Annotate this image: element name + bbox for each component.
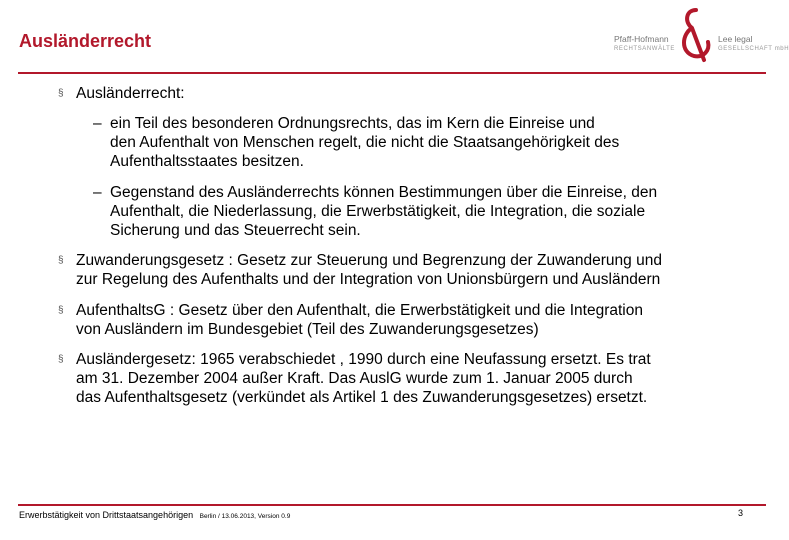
text-line: ein Teil des besonderen Ordnungsrechts, das im Kern die Einreise und [110, 115, 595, 132]
page-title: Ausländerrecht [19, 31, 152, 51]
logo-left-subtitle: RECHTSANWÄLTE [614, 46, 676, 52]
bullet-text: Ausländerrecht: [76, 85, 185, 102]
text-line: Gegenstand des Ausländerrechts können Bestimmungen über die Einreise, den [110, 184, 658, 201]
text-line: das Aufenthaltsgesetz (verkündet als Artikel 1 des Zuwanderungsgesetzes) ersetzt. [76, 389, 648, 406]
dash-bullet-icon: – [93, 115, 102, 132]
bullet-text [76, 301, 766, 339]
bullet-text [76, 251, 766, 289]
section-bullet-icon: § [58, 255, 64, 266]
text-line: zur Regelung des Aufenthalts und der Integration von Unionsbürgern und Ausländern [76, 271, 661, 288]
sub-bullet-text [110, 183, 765, 240]
text-line: Sicherung und das Steuerrecht sein. [110, 222, 361, 239]
text-line: AufenthaltsG : Gesetz über den Aufenthalt, die Erwerbstätigkeit und die Integration [76, 302, 643, 319]
text-line: Zuwanderungsgesetz : Gesetz zur Steuerung und Begrenzung der Zuwanderung und [76, 252, 662, 269]
section-bullet-icon: § [58, 354, 64, 365]
text-line: von Ausländern im Bundesgebiet (Teil des Zuwanderungsgesetzes) [76, 321, 539, 338]
footer-title: Erwerbstätigkeit von Drittstaatsangehörigen [19, 510, 194, 520]
bullet-text [76, 350, 766, 407]
footer-meta: Berlin / 13.06.2013, Version 0.9 [199, 513, 291, 520]
sub-bullet-text [110, 114, 765, 171]
footer [19, 510, 290, 520]
text-line: am 31. Dezember 2004 außer Kraft. Das AuslG wurde zum 1. Januar 2005 durch [76, 370, 633, 387]
logo-left-name: Pfaff-Hofmann [614, 34, 669, 44]
logo-right-subtitle: GESELLSCHAFT mbH [718, 46, 789, 52]
text-line: Aufenthalt, die Niederlassung, die Erwerbstätigkeit, die Integration, die soziale [110, 203, 646, 220]
dash-bullet-icon: – [93, 184, 102, 201]
text-line: Ausländergesetz: 1965 verabschiedet , 1990 durch eine Neufassung ersetzt. Es trat [76, 351, 651, 368]
text-line: Aufenthaltsstaates besitzen. [110, 153, 304, 170]
section-bullet-icon: § [58, 88, 64, 99]
page-number: 3 [738, 508, 744, 518]
section-bullet-icon: § [58, 305, 64, 316]
text-line: den Aufenthalt von Menschen regelt, die nicht die Staatsangehörigkeit des [110, 134, 620, 151]
logo-right-name: Lee legal [718, 34, 753, 44]
